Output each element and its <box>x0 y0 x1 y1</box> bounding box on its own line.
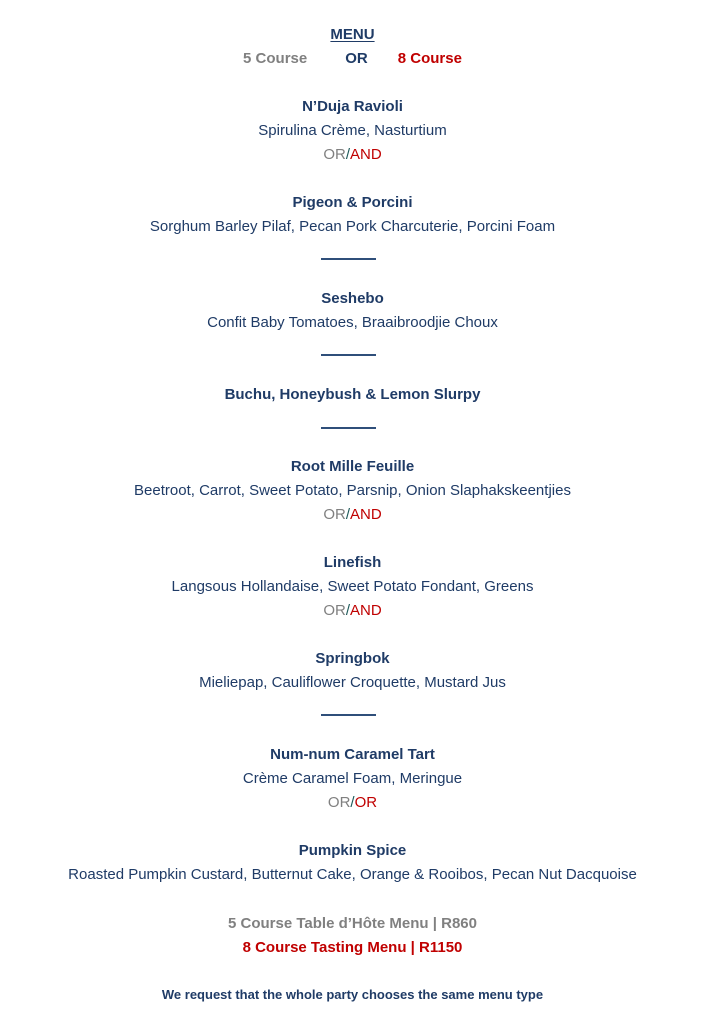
menu-title: MENU <box>330 26 375 43</box>
course-title: Seshebo <box>321 290 384 307</box>
course-title: N’Duja Ravioli <box>302 98 403 115</box>
five-course-option: 5 Course <box>243 50 308 67</box>
five-course-price: 5 Course Table d’Hôte Menu | R860 <box>228 915 477 932</box>
choice-and: AND <box>350 602 382 619</box>
course-title: Pigeon & Porcini <box>292 194 413 211</box>
course-description: Mieliepap, Cauliflower Croquette, Mustard Jus <box>199 674 506 691</box>
course-title: Pumpkin Spice <box>298 842 407 859</box>
course-description: Confit Baby Tomatoes, Braaibroodjie Choux <box>207 314 498 331</box>
course-title: Linefish <box>323 554 382 571</box>
or-label: OR <box>345 50 368 67</box>
menu-options <box>0 49 705 69</box>
choice-slash: / <box>345 506 350 523</box>
choice-and: AND <box>350 506 382 523</box>
choice-or: OR <box>323 146 346 163</box>
choice-or-alt: OR <box>354 794 378 811</box>
course-description: Roasted Pumpkin Custard, Butternut Cake, Orange & Rooibos, Pecan Nut Dacquoise <box>68 866 637 883</box>
course-description: Spirulina Crème, Nasturtium <box>258 122 447 139</box>
course-description: Langsous Hollandaise, Sweet Potato Fondant, Greens <box>171 578 534 595</box>
course-title: Num-num Caramel Tart <box>270 746 435 763</box>
choice-or: OR <box>323 506 346 523</box>
course-title: Root Mille Feuille <box>290 458 415 475</box>
party-note: We request that the whole party chooses the same menu type <box>161 987 544 1002</box>
course-description: Crème Caramel Foam, Meringue <box>242 770 463 787</box>
choice-or: OR <box>327 794 351 811</box>
course-choice <box>0 601 705 621</box>
course-description: Sorghum Barley Pilaf, Pecan Pork Charcuterie, Porcini Foam <box>149 218 556 235</box>
course-title: Buchu, Honeybush & Lemon Slurpy <box>224 386 481 403</box>
course-choice <box>0 505 705 525</box>
course-separator <box>321 354 376 356</box>
choice-or: OR <box>323 602 346 619</box>
choice-slash: / <box>350 794 355 811</box>
course-separator <box>321 714 376 716</box>
choice-slash: / <box>345 146 350 163</box>
course-choice <box>0 793 705 813</box>
course-separator <box>321 258 376 260</box>
eight-course-option: 8 Course <box>397 50 462 67</box>
course-description: Beetroot, Carrot, Sweet Potato, Parsnip, Onion Slaphakskeentjies <box>134 482 571 499</box>
course-separator <box>321 427 376 429</box>
course-title: Springbok <box>315 650 390 667</box>
choice-slash: / <box>345 602 350 619</box>
eight-course-price: 8 Course Tasting Menu | R1150 <box>242 939 463 956</box>
choice-and: AND <box>350 146 382 163</box>
course-choice <box>0 145 705 165</box>
